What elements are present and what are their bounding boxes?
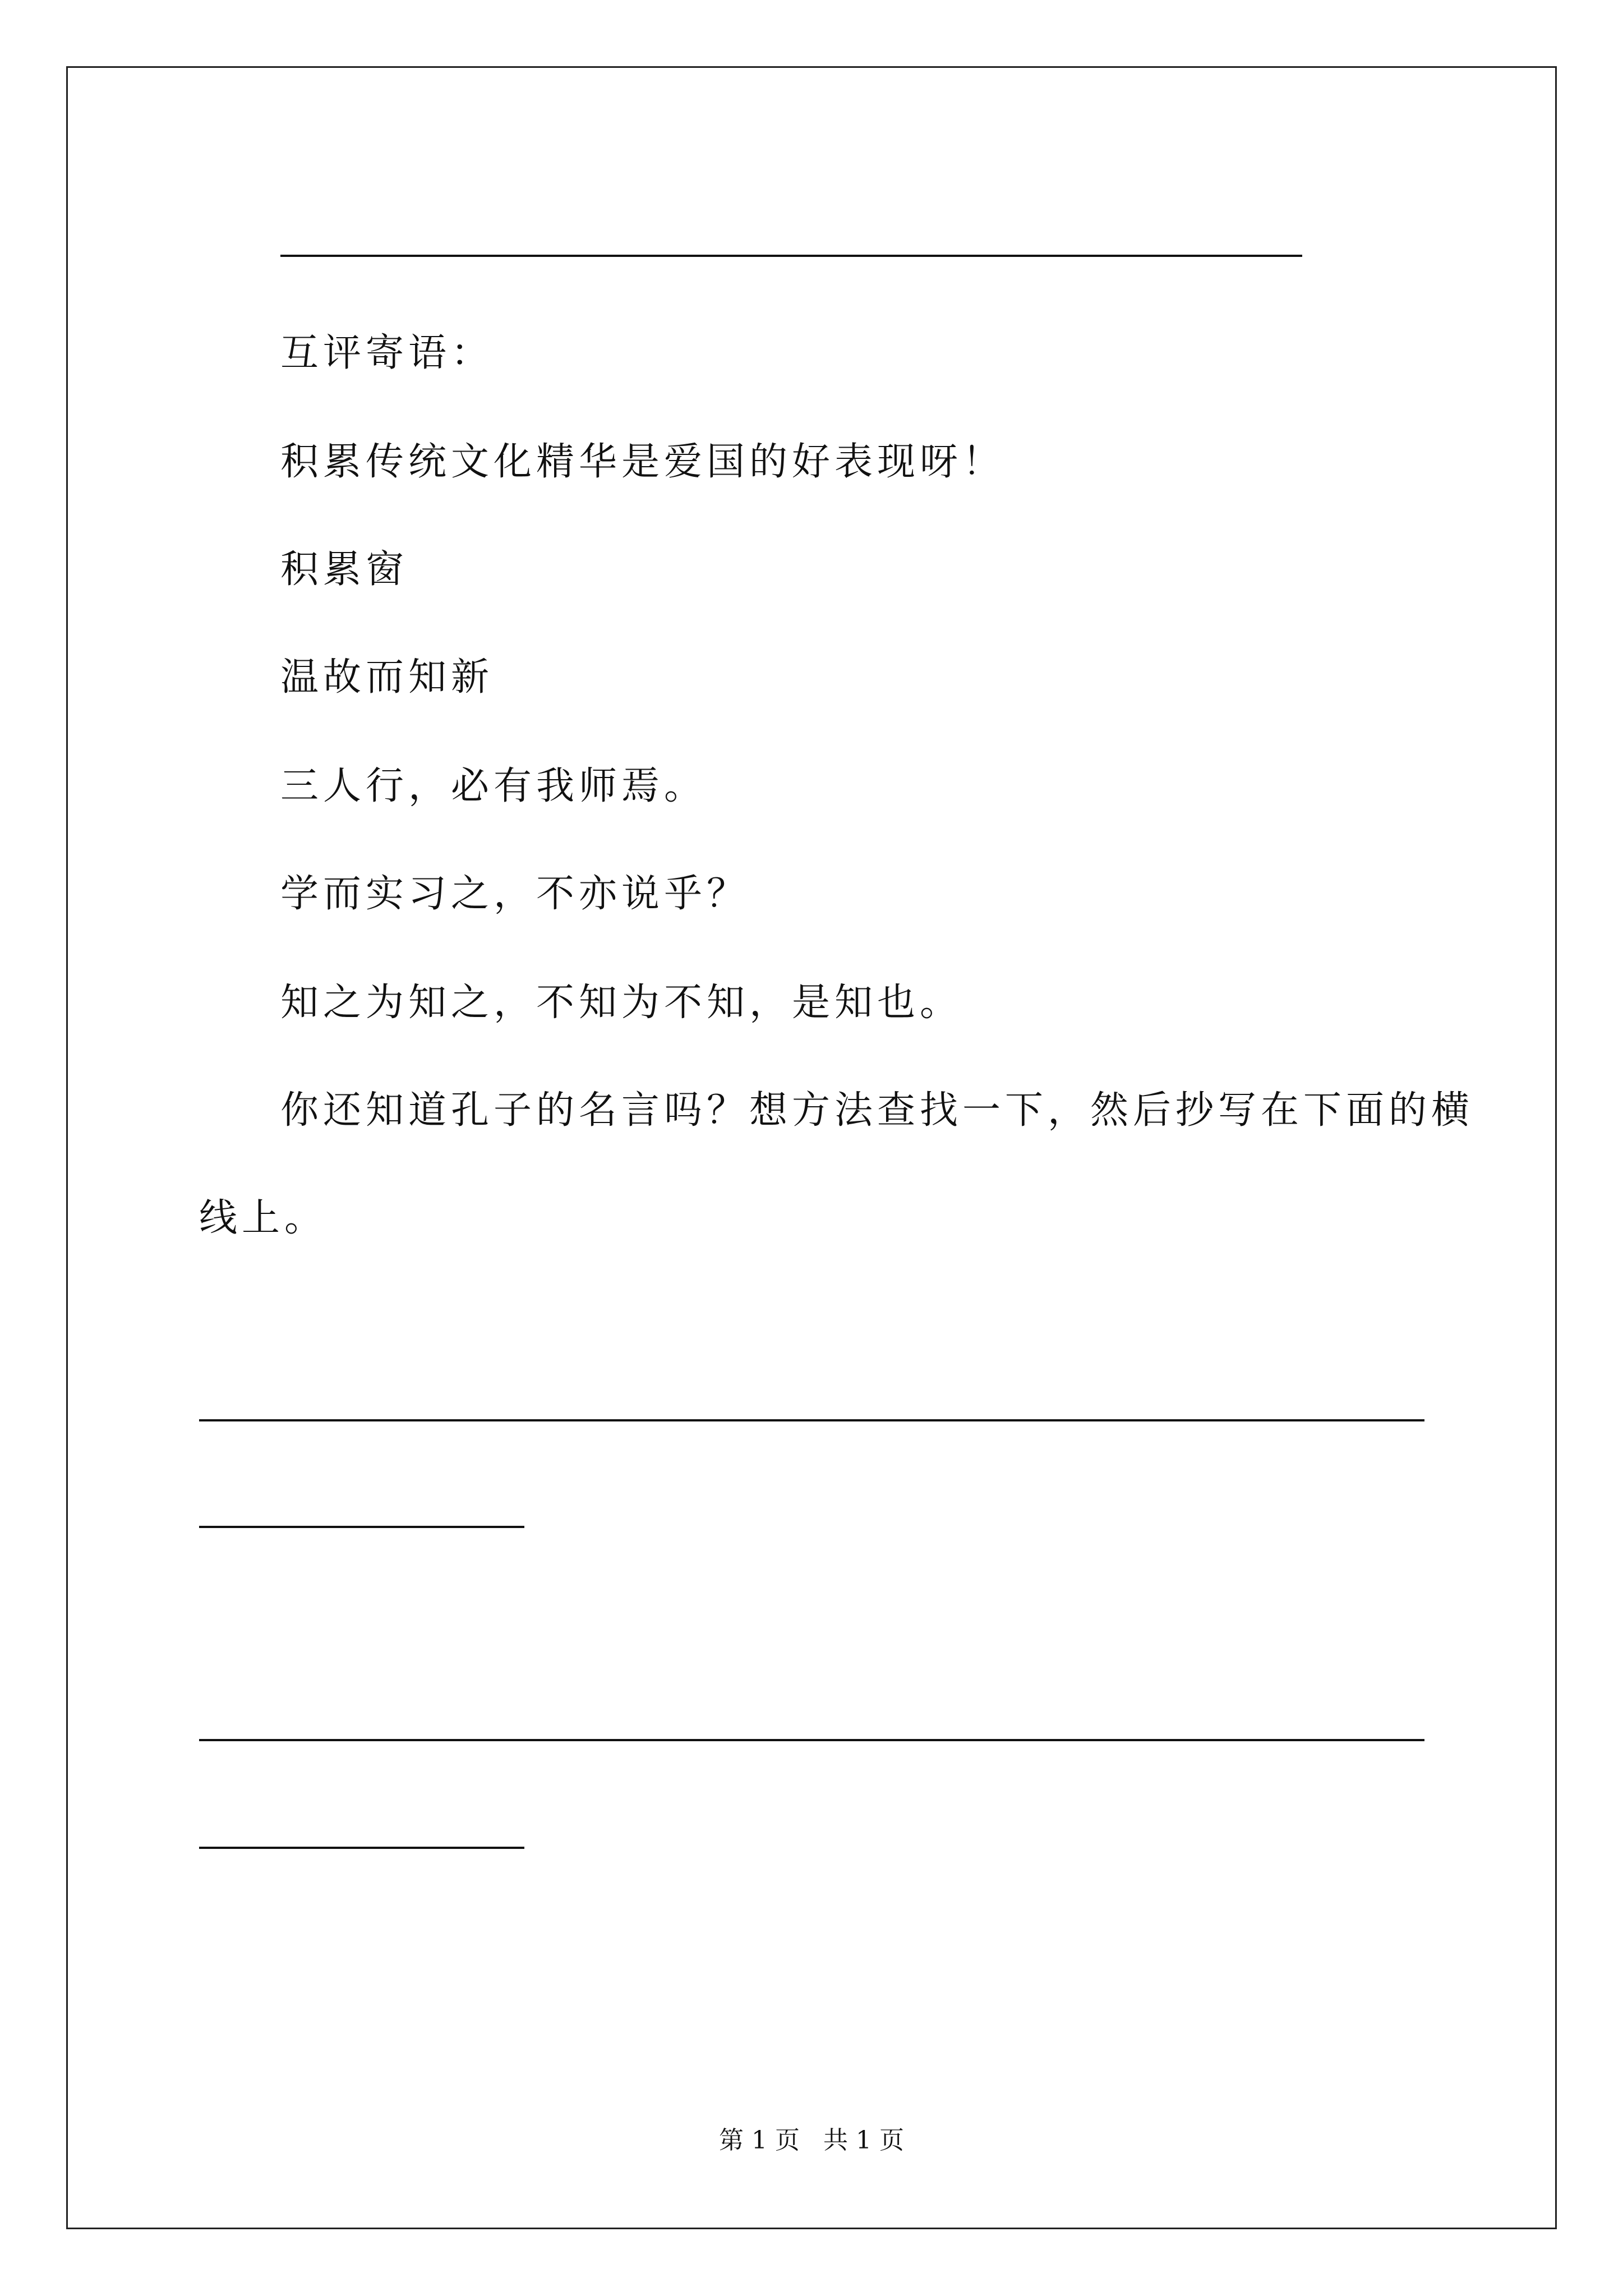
task-instruction-line-1: 你还知道孔子的名言吗？想方法查找一下，然后抄写在下面的横 bbox=[280, 1088, 1474, 1133]
quote-line-3: 学而实习之，不亦说乎？ bbox=[280, 872, 750, 916]
quote-line-2: 三人行，必有我师焉。 bbox=[280, 764, 707, 808]
mutual-comment-heading: 互评寄语： bbox=[280, 331, 494, 375]
quote-line-1: 温故而知新 bbox=[280, 655, 494, 700]
answer-line-1b bbox=[199, 1526, 524, 1528]
task-instruction-line-2: 线上。 bbox=[199, 1196, 328, 1240]
answer-line-1a bbox=[199, 1419, 1424, 1421]
page-footer bbox=[0, 2125, 1623, 2156]
answer-line-top bbox=[280, 255, 1302, 257]
mutual-comment-text: 积累传统文化精华是爱国的好表现呀！ bbox=[280, 440, 1006, 484]
answer-line-2b bbox=[199, 1847, 524, 1849]
answer-line-2a bbox=[199, 1739, 1424, 1741]
page-number-current: 第 1 页 bbox=[719, 2126, 800, 2155]
page-number-total: 共 1 页 bbox=[823, 2126, 904, 2155]
quote-line-4: 知之为知之，不知为不知，是知也。 bbox=[280, 981, 963, 1025]
section-title: 积累窗 bbox=[280, 547, 409, 592]
page-border bbox=[66, 66, 1557, 2229]
